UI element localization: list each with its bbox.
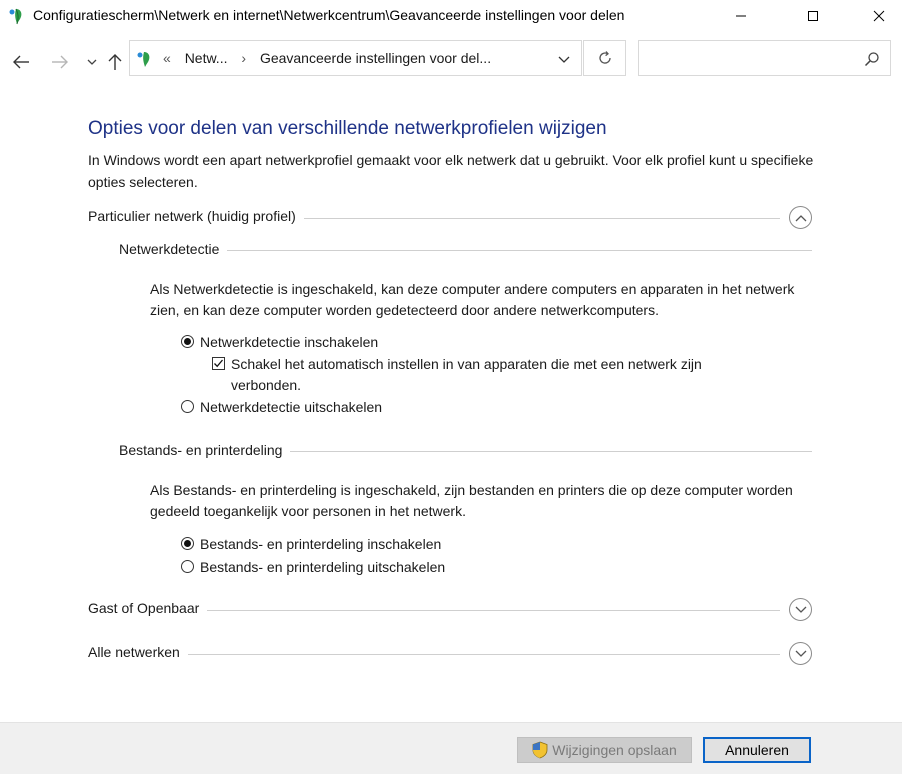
radio-button[interactable]	[181, 400, 194, 413]
file-sharing-description: Als Bestands- en printerdeling is ingeschakeld, zijn bestanden en printers die op deze computer worden gedeeld toegankelijk voor personen in het netwerk.	[150, 482, 793, 519]
section-guest-public[interactable]	[88, 598, 812, 622]
maximize-icon	[807, 10, 819, 22]
subsection-label: Bestands- en printerdeling	[119, 442, 290, 458]
section-label: Gast of Openbaar	[88, 600, 207, 616]
divider	[88, 654, 780, 655]
sharing-off-option[interactable]	[181, 557, 445, 578]
auto-setup-option[interactable]	[212, 354, 772, 396]
arrow-right-icon	[51, 55, 69, 69]
close-icon	[873, 10, 885, 22]
discovery-off-option[interactable]	[181, 397, 382, 418]
chevron-down-icon	[795, 606, 807, 614]
search-input[interactable]	[645, 47, 849, 71]
subsection-label: Netwerkdetectie	[119, 241, 227, 257]
maximize-button[interactable]	[790, 0, 836, 32]
up-button[interactable]	[103, 50, 127, 74]
cancel-button[interactable]: Annuleren	[703, 737, 811, 763]
page-title: Opties voor delen van verschillende netwerkprofielen wijzigen	[88, 118, 607, 139]
save-button-label: Wijzigingen opslaan	[552, 742, 677, 758]
back-button[interactable]	[9, 50, 33, 74]
breadcrumb	[163, 50, 501, 66]
refresh-icon	[597, 50, 613, 66]
option-label: Netwerkdetectie uitschakelen	[200, 399, 383, 415]
close-button[interactable]	[856, 0, 902, 32]
option-label: Bestands- en printerdeling uitschakelen	[200, 559, 446, 575]
checkmark-icon	[213, 358, 224, 369]
subsection-network-discovery	[119, 239, 812, 261]
window-title: Configuratiescherm\Netwerk en internet\Netwerkcentrum\Geavanceerde instellingen voor delen	[33, 7, 625, 23]
sharing-on-option[interactable]	[181, 534, 441, 555]
uac-shield-icon	[532, 741, 548, 759]
recent-locations-button[interactable]	[80, 50, 104, 74]
refresh-button[interactable]	[583, 40, 626, 76]
expand-button[interactable]	[789, 642, 812, 665]
network-discovery-description: Als Netwerkdetectie is ingeschakeld, kan deze computer andere computers en apparaten in het netwerk zien, en kan deze computer worden gedetecteerd door andere netwerkcomputers.	[150, 281, 795, 318]
breadcrumb-item-advanced-sharing[interactable]: Geavanceerde instellingen voor del...	[259, 50, 492, 66]
navigation-bar	[0, 32, 902, 88]
chevron-down-icon	[795, 650, 807, 658]
save-changes-button[interactable]	[517, 737, 692, 763]
chevron-up-icon	[795, 214, 807, 222]
collapse-button[interactable]	[789, 206, 812, 229]
footer-bar	[0, 722, 902, 774]
chevron-down-icon	[87, 58, 97, 66]
network-center-icon	[8, 7, 26, 25]
discovery-on-option[interactable]	[181, 332, 378, 353]
breadcrumb-overflow-button[interactable]: «	[163, 50, 171, 66]
minimize-icon	[735, 10, 747, 22]
section-label: Alle netwerken	[88, 644, 188, 660]
checkbox-checked[interactable]	[212, 357, 225, 370]
expand-button[interactable]	[789, 598, 812, 621]
section-private-network[interactable]	[88, 206, 812, 230]
radio-button-checked[interactable]	[181, 537, 194, 550]
chevron-right-icon[interactable]: ›	[241, 50, 247, 66]
title-bar	[0, 0, 902, 32]
address-bar[interactable]	[129, 40, 582, 76]
network-center-icon	[136, 50, 154, 68]
search-icon[interactable]	[864, 51, 880, 67]
search-box[interactable]	[638, 40, 891, 76]
option-label: Schakel het automatisch instellen in van apparaten die met een netwerk zijn verbonden.	[231, 356, 702, 393]
option-label: Bestands- en printerdeling inschakelen	[200, 536, 442, 552]
option-label: Netwerkdetectie inschakelen	[200, 334, 379, 350]
minimize-button[interactable]	[718, 0, 764, 32]
section-label: Particulier netwerk (huidig profiel)	[88, 208, 304, 224]
subsection-file-printer-sharing	[119, 440, 812, 462]
radio-button-checked[interactable]	[181, 335, 194, 348]
breadcrumb-item-network[interactable]: Netw...	[184, 50, 228, 66]
arrow-left-icon	[12, 55, 30, 69]
section-all-networks[interactable]	[88, 642, 812, 666]
chevron-down-icon[interactable]	[555, 50, 573, 68]
arrow-up-icon	[108, 53, 122, 71]
page-intro: In Windows wordt een apart netwerkprofiel gemaakt voor elk netwerk dat u gebruikt. Voor elk profiel kunt u specifieke opties selecteren.	[88, 152, 814, 190]
radio-button[interactable]	[181, 560, 194, 573]
forward-button[interactable]	[48, 50, 72, 74]
